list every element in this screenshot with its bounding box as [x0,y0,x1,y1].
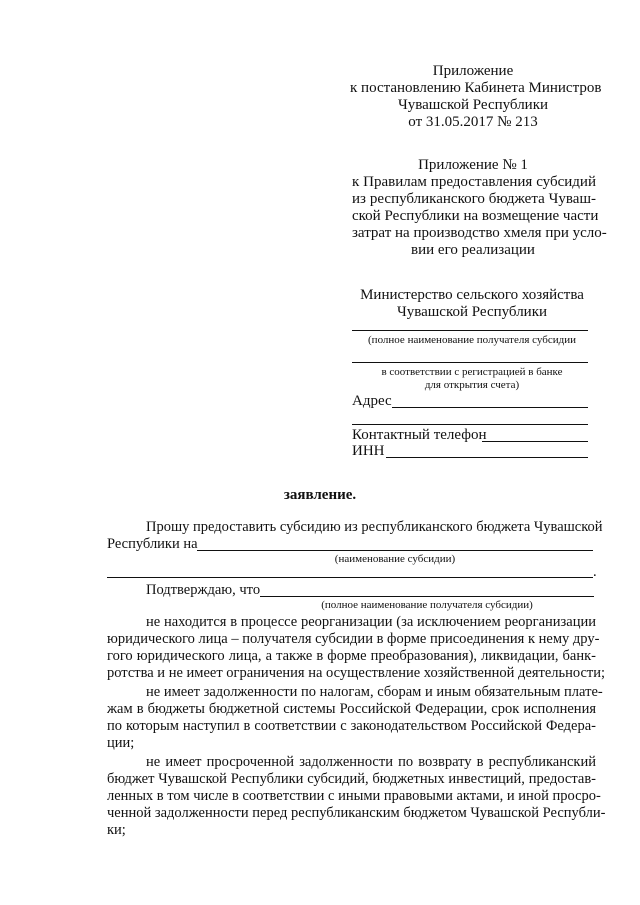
header-line-1: Приложение [432,63,514,79]
confirm-label: Подтверждаю, что [146,582,261,598]
item1-line-1: не находится в процессе реорганизации (за исключением реорганизации [146,614,596,630]
annex-line-4: ской Республики на возмещение части [352,208,599,224]
item3-line-4: ченной задолженности перед республиканским бюджетом Чувашской Республи- [107,805,606,821]
document-title: заявление. [283,487,357,503]
addressee-line-2: Чувашской Республики [396,304,548,320]
header-line-2: к постановлению Кабинета Министров [350,80,602,96]
subsidy-name-line-2[interactable] [107,577,593,578]
item2-line-4: ции; [107,735,135,751]
header-line-3: Чувашской Республики [397,97,549,113]
annex-line-5: затрат на производство хмеля при усло- [352,225,607,241]
item2-line-2: жам в бюджеты бюджетной системы Российской Федерации, срок исполнения [107,701,596,717]
item3-line-1: не имеет просроченной задолженности по возврату в республиканский [146,754,596,770]
header-line-4: от 31.05.2017 № 213 [408,114,538,130]
address-field-line[interactable] [392,407,588,408]
item2-line-1: не имеет задолженности по налогам, сборам и иным обязательным плате- [146,684,603,700]
addressee-line-1: Министерство сельского хозяйства [360,287,584,303]
request-line-2: Республики на [107,536,198,552]
annex-line-2: к Правилам предоставления субсидий [352,174,596,190]
item1-line-4: ротства и не имеет ограничения на осуществление хозяйственной деятельности; [107,665,606,681]
annex-line-1: Приложение № 1 [418,157,528,173]
item3-line-3: ленных в том числе в соответствии с иными правовыми актами, и иной просро- [107,788,601,804]
item1-line-3: гого юридического лица, а также в форме преобразования), ликвидации, банк- [107,648,596,664]
inn-label: ИНН [352,443,385,459]
inn-field-line[interactable] [386,457,588,458]
recipient-name-line [352,330,588,331]
annex-line-6: вии его реализации [411,242,535,258]
subsidy-name-line[interactable] [197,550,593,551]
recipient-confirm-line[interactable] [260,596,594,597]
subsidy-name-hint: (наименование субсидии) [334,553,456,565]
item3-line-5: ки; [107,822,126,838]
annex-line-3: из республиканского бюджета Чуваш- [352,191,596,207]
item2-line-3: по которым наступил в соответствии с законодательством Российской Федера- [107,718,596,734]
item1-line-2: юридического лица – получателя субсидии в форме присоединения к нему дру- [107,631,600,647]
address-field-line-2[interactable] [352,424,588,425]
recipient-bank-hint-2: для открытия счета) [424,379,520,391]
request-line-1: Прошу предоставить субсидию из республиканского бюджета Чувашской [146,519,603,535]
item3-line-2: бюджет Чувашской Республики субсидий, бюджетных инвестиций, предостав- [107,771,596,787]
recipient-bank-hint-1: в соответствии с регистрацией в банке [381,366,563,378]
phone-label: Контактный телефон [352,427,487,443]
recipient-confirm-hint: (полное наименование получателя субсидии) [321,599,533,611]
subsidy-line-dot: . [593,564,597,580]
address-label: Адрес [352,393,392,409]
recipient-name-hint: (полное наименование получателя субсидии [368,334,576,346]
recipient-bank-line [352,362,588,363]
phone-field-line[interactable] [482,441,588,442]
